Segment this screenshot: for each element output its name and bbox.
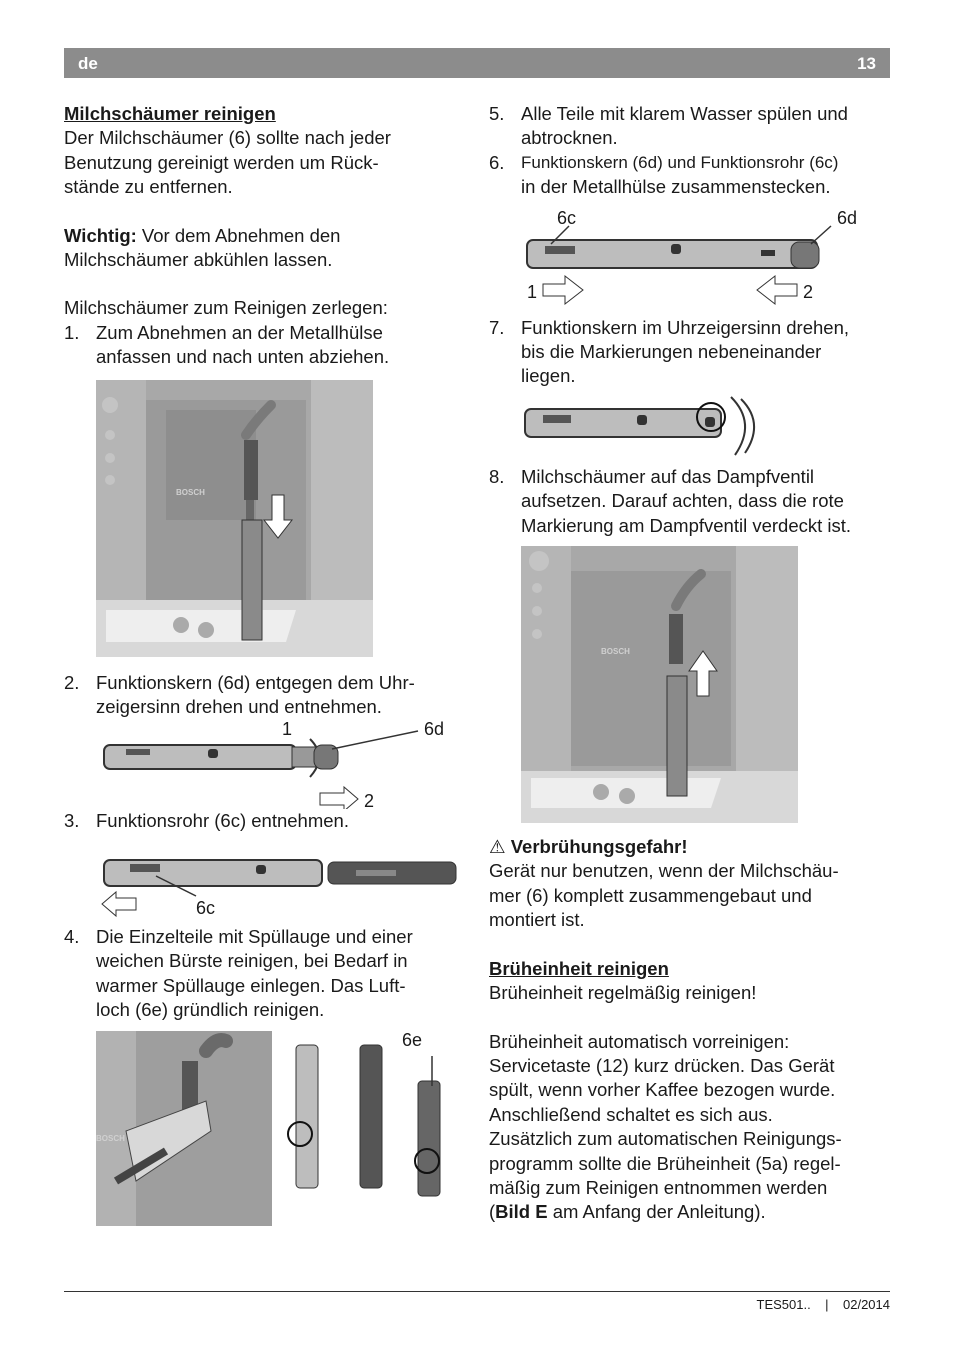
step-number: 4. bbox=[64, 925, 80, 947]
figure-assemble bbox=[521, 208, 891, 308]
auto-clean-line: Anschließend schaltet es sich aus. bbox=[489, 1103, 773, 1125]
auto-clean-line: mäßig zum Reinigen entnommen werden bbox=[489, 1176, 828, 1198]
label-6d: 6d bbox=[424, 719, 445, 740]
step-number: 2. bbox=[64, 671, 80, 693]
step-text: Funktionsrohr (6c) entnehmen. bbox=[96, 810, 349, 832]
warning-text: montiert ist. bbox=[489, 909, 585, 931]
right-column bbox=[489, 102, 894, 1225]
label-2: 2 bbox=[364, 791, 375, 810]
page-footer bbox=[757, 1297, 891, 1312]
label-1: 1 bbox=[527, 281, 538, 302]
disassemble-intro: Milchschäumer zum Reinigen zerlegen: bbox=[64, 297, 388, 319]
step-3 bbox=[64, 809, 464, 833]
step-number: 5. bbox=[489, 103, 505, 124]
step-number: 8. bbox=[489, 465, 505, 487]
figure-attach-frother bbox=[521, 546, 798, 823]
label-6c: 6c bbox=[557, 207, 577, 228]
figure-unscrew-core bbox=[96, 719, 456, 809]
step-text: Markierung am Dampfventil verdeckt ist. bbox=[521, 514, 852, 536]
important-text: Vor dem Abnehmen den bbox=[136, 224, 341, 246]
warning-heading bbox=[489, 835, 894, 859]
step-text: Funktionskern (6d) und Funktionsrohr (6c) bbox=[521, 152, 839, 172]
label-6c: 6c bbox=[196, 897, 216, 918]
brew-unit-line: Brüheinheit regelmäßig reinigen! bbox=[489, 982, 757, 1004]
step-7 bbox=[489, 316, 894, 389]
label-2: 2 bbox=[803, 281, 814, 302]
intro-line: stände zu entfernen. bbox=[64, 176, 233, 198]
page-header bbox=[64, 48, 890, 78]
step-text: Die Einzelteile mit Spüllauge und einer bbox=[96, 925, 413, 947]
important-label: Wichtig: bbox=[64, 224, 137, 246]
step-number: 6. bbox=[489, 151, 505, 173]
figure-cleaning-parts bbox=[96, 1031, 476, 1226]
step-text: Funktionskern (6d) entgegen dem Uhr- bbox=[96, 671, 415, 693]
section-heading-brew-unit: Brüheinheit reinigen bbox=[489, 957, 669, 979]
auto-clean-line: Brüheinheit automatisch vorreinigen: bbox=[489, 1030, 790, 1052]
step-text: liegen. bbox=[521, 365, 576, 387]
step-4 bbox=[64, 925, 464, 1023]
step-2 bbox=[64, 671, 464, 720]
step-number: 7. bbox=[489, 316, 505, 338]
step-text: abtrocknen. bbox=[521, 127, 618, 149]
step-text: warmer Spüllauge einlegen. Das Luft- bbox=[96, 974, 406, 996]
left-column bbox=[64, 102, 464, 1226]
step-text: in der Metallhülse zusammenstecken. bbox=[521, 176, 831, 198]
step-text: aufsetzen. Darauf achten, dass die rote bbox=[521, 490, 844, 512]
warning-text: mer (6) komplett zusammengebaut und bbox=[489, 884, 812, 906]
step-text: Alle Teile mit klarem Wasser spülen und bbox=[521, 103, 848, 124]
footer-separator: | bbox=[825, 1297, 829, 1312]
label-6d: 6d bbox=[837, 207, 858, 228]
auto-clean-line: Zusätzlich zum automatischen Reinigungs- bbox=[489, 1128, 842, 1150]
label-1: 1 bbox=[282, 719, 293, 740]
figure-rotate-core bbox=[521, 395, 761, 457]
figure-reference: Bild E bbox=[495, 1201, 548, 1223]
step-text: anfassen und nach unten abziehen. bbox=[96, 346, 390, 368]
step-text: bis die Markierungen nebeneinander bbox=[521, 341, 822, 363]
edition-date: 02/2014 bbox=[843, 1297, 890, 1312]
warning-block bbox=[489, 835, 894, 933]
auto-clean-last-line: (Bild E am Anfang der Anleitung). bbox=[489, 1201, 766, 1223]
step-text: Milchschäumer auf das Dampfventil bbox=[521, 465, 815, 487]
brand-logo: BOSCH bbox=[176, 487, 205, 497]
step-text: weichen Bürste reinigen, bei Bedarf in bbox=[96, 950, 408, 972]
step-text: zeigersinn drehen und entnehmen. bbox=[96, 696, 382, 718]
auto-clean-line: Servicetaste (12) kurz drücken. Das Gerät bbox=[489, 1054, 835, 1076]
step-6 bbox=[489, 151, 894, 200]
warning-triangle-icon: ⚠ bbox=[489, 836, 506, 858]
language-code: de bbox=[78, 54, 98, 73]
auto-clean-line: programm sollte die Brüheinheit (5a) regel- bbox=[489, 1152, 841, 1174]
step-8 bbox=[489, 465, 894, 538]
step-text: Funktionskern im Uhrzeigersinn drehen, bbox=[521, 316, 850, 338]
model-number: TES501.. bbox=[756, 1297, 811, 1312]
warning-text: Gerät nur benutzen, wenn der Milchschäu- bbox=[489, 860, 839, 882]
intro-line: Der Milchschäumer (6) sollte nach jeder bbox=[64, 127, 391, 149]
step-number: 3. bbox=[64, 810, 80, 832]
figure-remove-frother bbox=[96, 380, 373, 657]
important-text-2: Milchschäumer abkühlen lassen. bbox=[64, 249, 333, 271]
svg-text:BOSCH: BOSCH bbox=[601, 647, 630, 657]
svg-text:BOSCH: BOSCH bbox=[96, 1133, 125, 1143]
step-1 bbox=[64, 321, 464, 370]
footer-divider bbox=[64, 1291, 890, 1292]
step-5 bbox=[489, 102, 894, 151]
section-heading-milk-frother: Milchschäumer reinigen bbox=[64, 103, 276, 124]
auto-clean-line: spült, wenn vorher Kaffee bezogen wurde. bbox=[489, 1079, 836, 1101]
label-6e: 6e bbox=[402, 1030, 423, 1050]
step-text: loch (6e) gründlich reinigen. bbox=[96, 999, 325, 1021]
figure-remove-tube bbox=[96, 840, 461, 925]
intro-line: Benutzung gereinigt werden um Rück- bbox=[64, 151, 379, 173]
warning-title: Verbrühungsgefahr! bbox=[510, 836, 688, 858]
page-number: 13 bbox=[857, 54, 876, 73]
important-note bbox=[64, 224, 464, 248]
step-number: 1. bbox=[64, 321, 80, 343]
step-text: Zum Abnehmen an der Metallhülse bbox=[96, 321, 383, 343]
